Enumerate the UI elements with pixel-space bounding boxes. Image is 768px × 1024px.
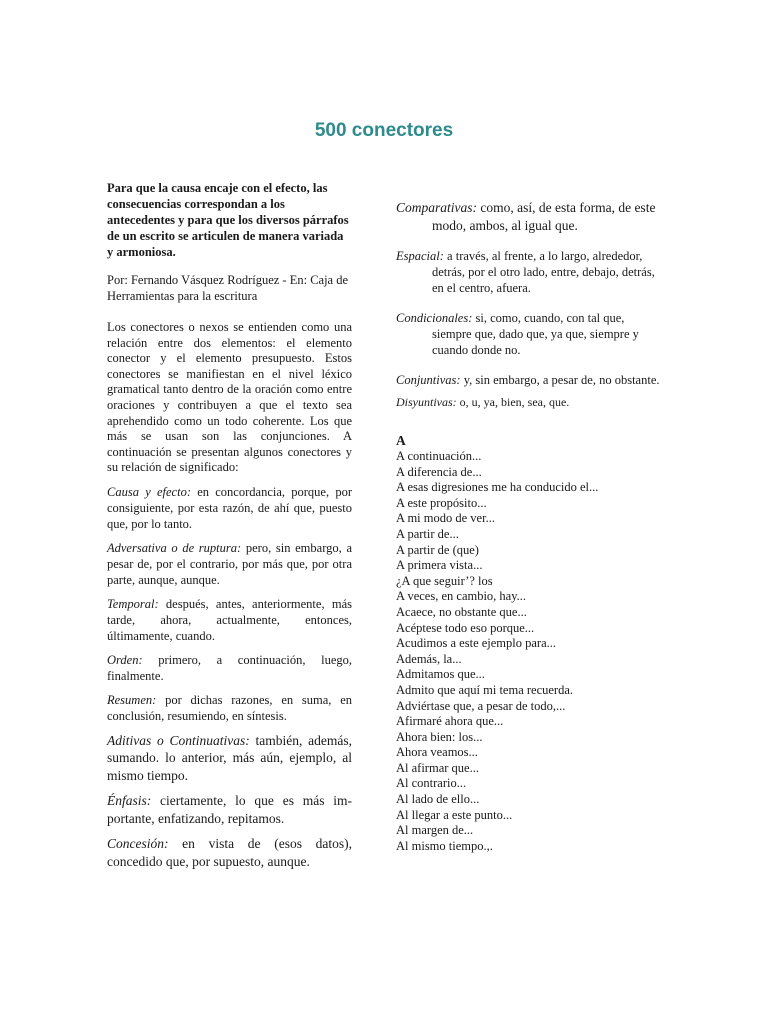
- list-item: A veces, en cambio, hay...: [396, 589, 527, 604]
- entry-text: en concordancia, porque, por consiguiente, por esta razón, de ahí que, puesto que, por lo tanto.: [107, 484, 352, 531]
- entry-label: Temporal:: [107, 596, 159, 611]
- entry-text: como, así, de esta forma, de este modo, ambos, al igual que.: [432, 200, 656, 233]
- entry-label: Condicionales:: [396, 311, 473, 325]
- entry-text: ciertamente, lo que es más im-portante, enfatizando, repitamos.: [107, 793, 352, 826]
- entry-label: Disyuntivas:: [396, 395, 457, 409]
- connector-entry-condicionales: [396, 310, 666, 358]
- list-item: A mi modo de ver...: [396, 511, 495, 526]
- connector-entry-conjuntivas: [396, 372, 666, 388]
- list-item: A partir de (que): [396, 542, 479, 557]
- list-item: Además, la...: [396, 651, 462, 666]
- list-item: ¿A que seguir’? los: [396, 573, 493, 588]
- connector-entry-causa: [107, 484, 352, 532]
- connector-entry-aditivas: [107, 732, 352, 785]
- left-column: [107, 180, 352, 870]
- connector-list-a: [396, 449, 666, 854]
- document-title: 500 conectores: [314, 120, 454, 141]
- connector-entry-orden: [107, 652, 352, 684]
- entry-text: después, antes, anteriormente, más tarde, ahora, actualmente, entonces, últimamente, cuando.: [107, 596, 352, 643]
- entry-text: por dichas razones, en suma, en conclusión, resumiendo, en síntesis.: [107, 692, 352, 723]
- list-item: Al mismo tiempo.,.: [396, 838, 493, 853]
- entry-label: Adversativa o de ruptura:: [107, 540, 242, 555]
- entry-text: y, sin embargo, a pesar de, no obstante.: [460, 373, 660, 387]
- list-item: Acéptese todo eso porque...: [396, 620, 535, 635]
- entry-text: o, u, ya, bien, sea, que.: [456, 395, 570, 409]
- list-item: Ahora bien: los...: [396, 729, 483, 744]
- list-item: A primera vista...: [396, 558, 483, 573]
- entry-text: a través, al frente, a lo largo, alrededor, detrás, por el otro lado, entre, debajo, detrás, en el centro, afuera.: [432, 249, 655, 295]
- list-item: Al llegar a este punto...: [396, 807, 513, 822]
- list-item: Ahora veamos...: [396, 745, 478, 760]
- entry-label: Espacial:: [396, 249, 444, 263]
- list-item: Acudimos a este ejemplo para...: [396, 636, 557, 651]
- list-item: Al contrario...: [396, 776, 467, 791]
- entry-text: si, como, cuando, con tal que, siempre que, dado que, ya que, siempre y cuando donde no.: [432, 311, 639, 357]
- entry-label: Causa y efecto:: [107, 484, 191, 499]
- connector-entry-disyuntivas: [396, 394, 666, 410]
- list-item: Al lado de ello...: [396, 792, 480, 807]
- list-item: A diferencia de...: [396, 464, 482, 479]
- entry-label: Concesión:: [107, 836, 169, 852]
- connector-entry-temporal: [107, 596, 352, 644]
- connector-entry-enfasis: [107, 792, 352, 827]
- entry-text: primero, a continuación, luego, finalmente.: [107, 652, 352, 683]
- connector-entry-comparativas: [396, 199, 666, 234]
- list-item: Adviértase que, a pesar de todo,...: [396, 698, 566, 713]
- entry-text: también, además, sumando. lo anterior, más aún, ejemplo, al mismo tiempo.: [107, 732, 352, 783]
- entry-label: Aditivas o Continuativas:: [107, 732, 250, 748]
- list-item: A este propósito...: [396, 495, 487, 510]
- list-item: Al margen de...: [396, 823, 474, 838]
- byline: Por: Fernando Vásquez Rodríguez - En: Caja de Herramientas para la escritura: [107, 273, 349, 303]
- list-item: Al afirmar que...: [396, 760, 479, 775]
- entry-label: Resumen:: [107, 692, 157, 707]
- entry-label: Conjuntivas:: [396, 373, 461, 387]
- entry-label: Comparativas:: [396, 200, 477, 215]
- section-heading-a: A: [396, 433, 406, 448]
- list-item: Admito que aquí mi tema recuerda.: [396, 682, 574, 697]
- list-item: A partir de...: [396, 526, 459, 541]
- entry-label: Orden:: [107, 652, 143, 667]
- list-item: Afirmaré ahora que...: [396, 714, 504, 729]
- connector-entry-concesion: [107, 835, 352, 870]
- entry-text: en vista de (esos datos), concedido que, por supuesto, aunque.: [107, 836, 352, 869]
- entry-label: Énfasis:: [107, 793, 152, 809]
- list-item: A continuación...: [396, 449, 482, 463]
- connector-entry-adversativa: [107, 540, 352, 588]
- right-column: [396, 199, 666, 854]
- list-item: A esas digresiones me ha conducido el...: [396, 480, 599, 495]
- intro-paragraph: Para que la causa encaje con el efecto, las consecuencias correspondan a los antecedentes y para que los diversos párrafos de un escrito se articulen de manera variada y armoniosa.: [107, 181, 349, 259]
- connector-entry-resumen: [107, 692, 352, 724]
- list-item: Acaece, no obstante que...: [396, 604, 527, 619]
- connector-entry-espacial: [396, 248, 666, 296]
- list-item: Admitamos que...: [396, 667, 485, 682]
- body-paragraph: Los conectores o nexos se entienden como una relación entre dos elementos: el elemento conector y el elemento presupuesto. Estos conectores se manifiestan en el nivel léxico gramatical tanto dentro de la oración como entre oraciones y contribuyen a que el texto sea aprehendido como un todo coherente. Los que más se usan son las conjunciones. A continuación se presentan algunos conectores y su relación de significado:: [107, 320, 352, 475]
- entry-text: pero, sin embargo, a pesar de, por el contrario, por más que, por otra parte, aunque, aunque.: [107, 540, 352, 587]
